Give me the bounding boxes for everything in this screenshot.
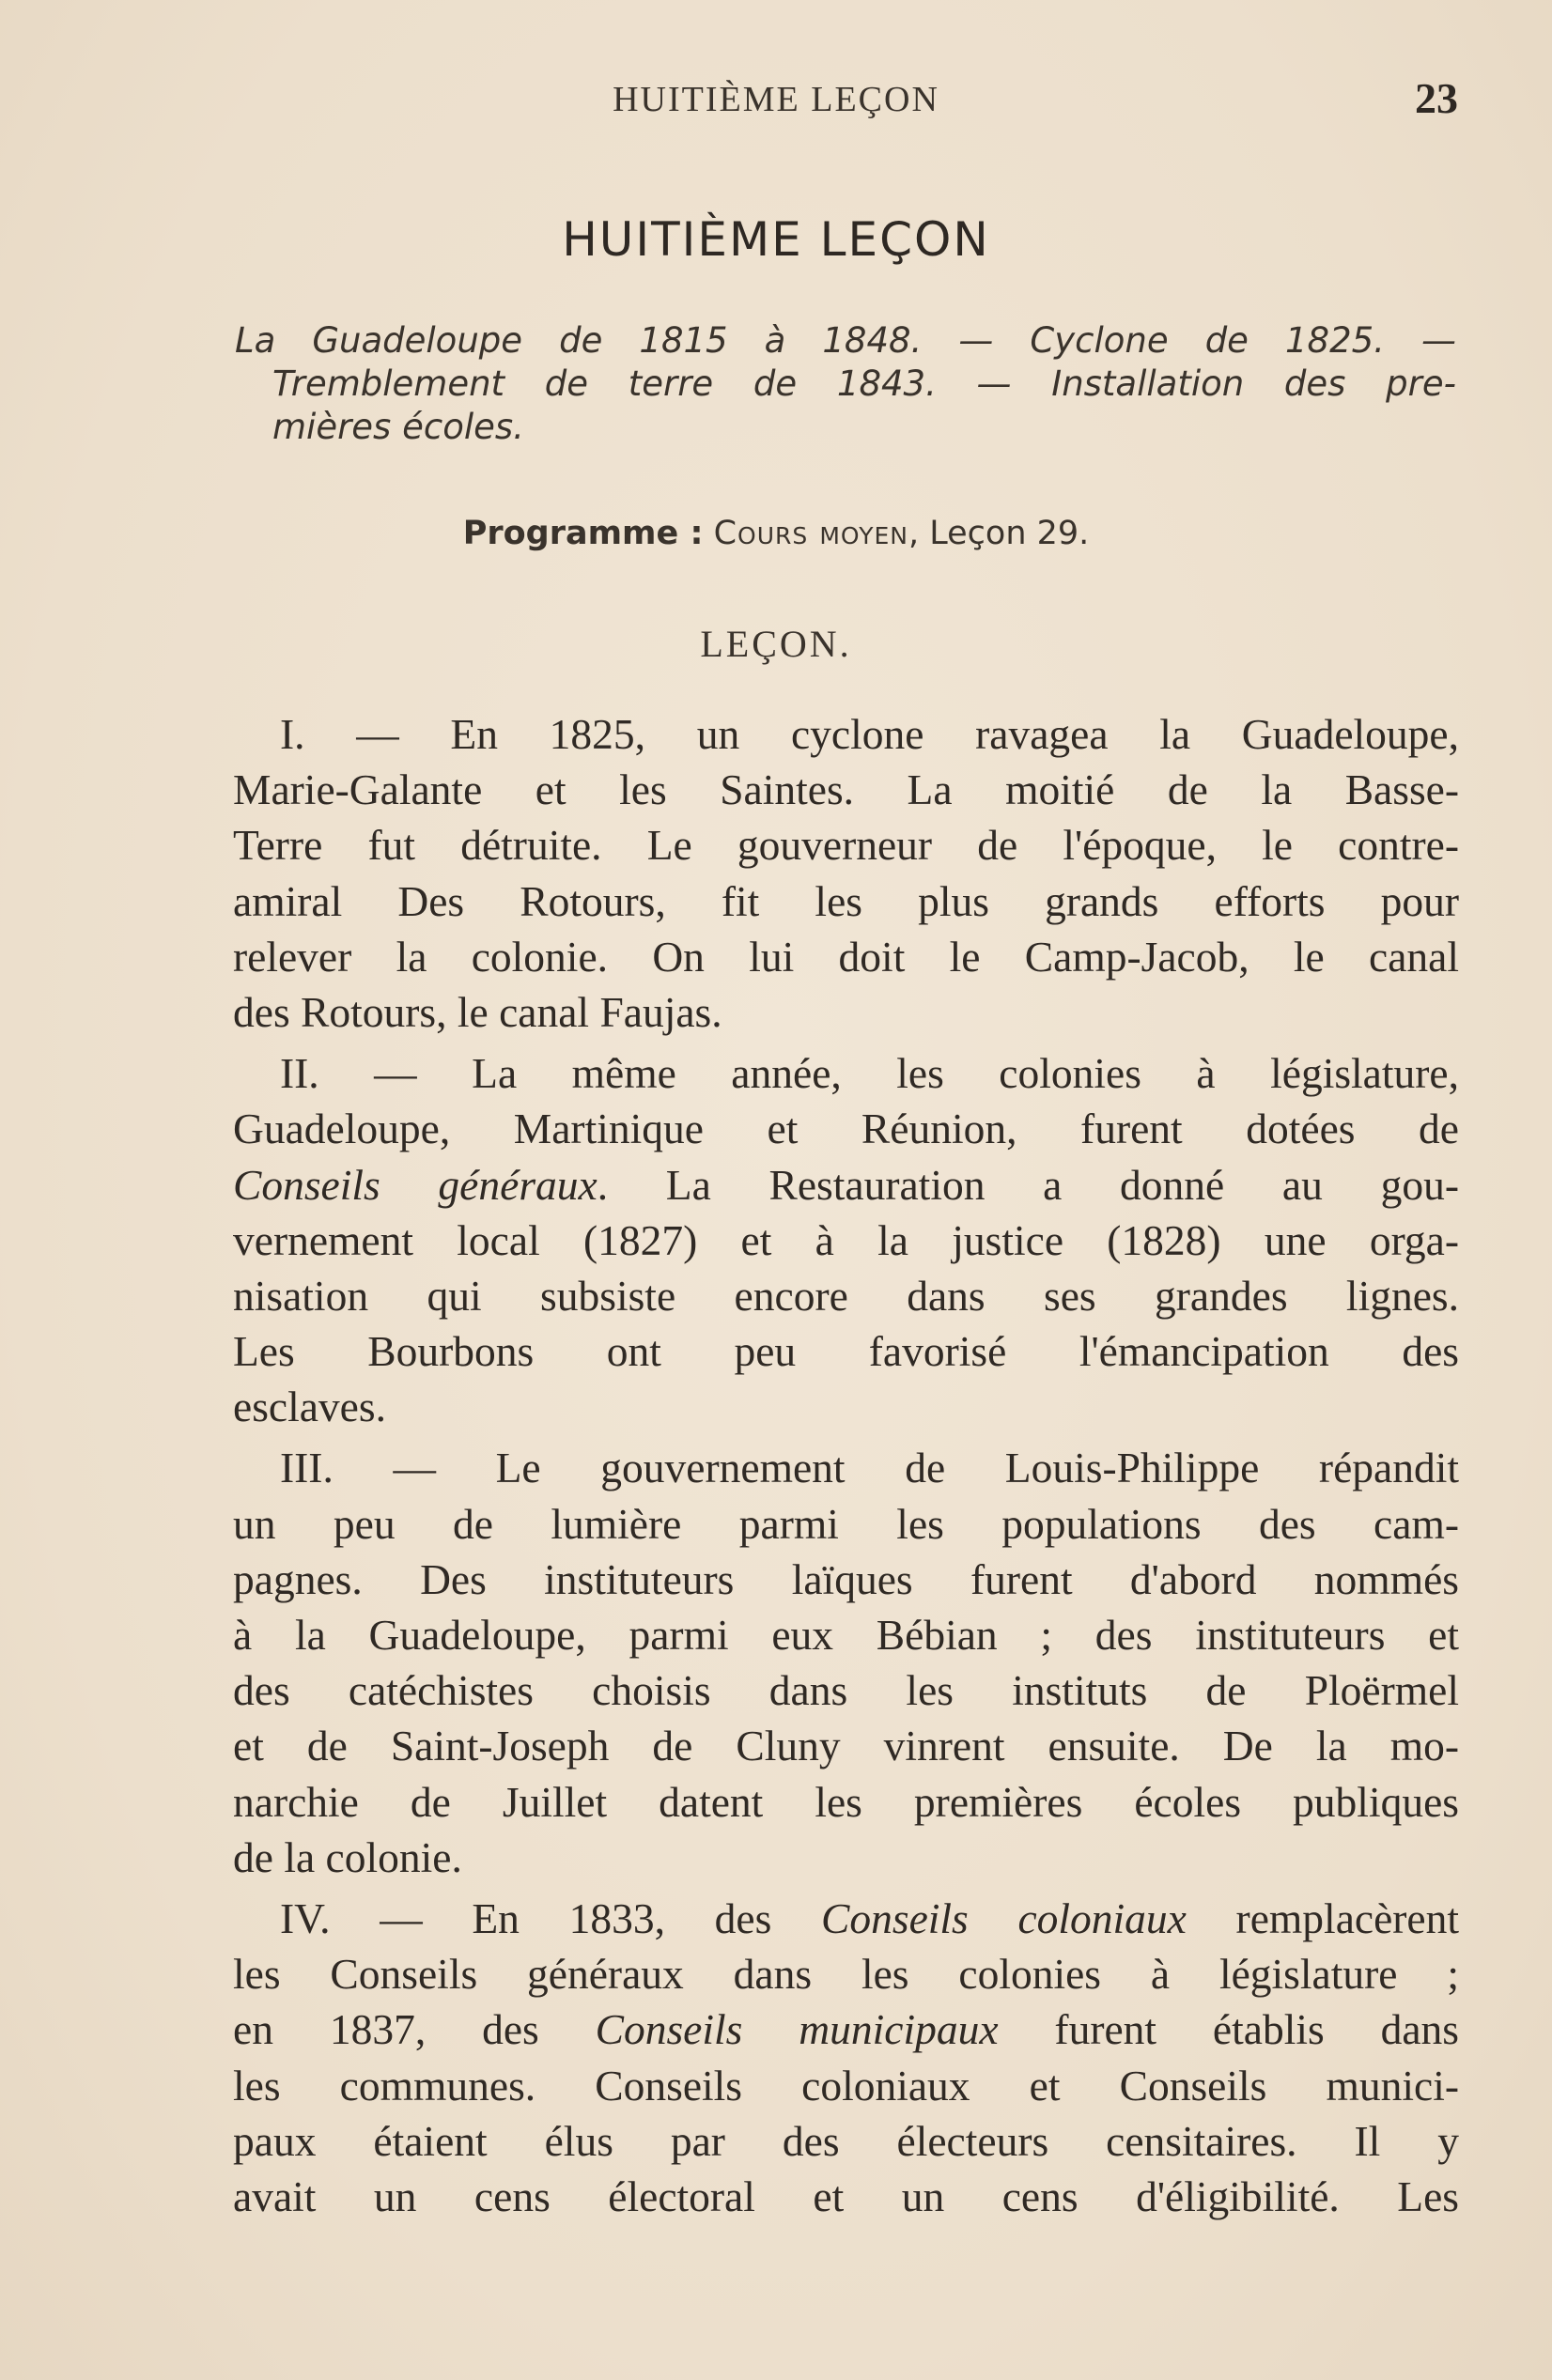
- text-line: [233, 1157, 1459, 1213]
- text-line: Terre fut détruite. Le gouverneur de l'époque, le contre-: [233, 821, 1459, 870]
- text-line: les Conseils généraux dans les colonies à législature ;: [233, 1950, 1459, 1999]
- text-line: les communes. Conseils coloniaux et Conseils munici-: [233, 2061, 1459, 2110]
- text-line: III. — Le gouvernement de Louis-Philippe répandit: [280, 1444, 1459, 1492]
- text-line: [233, 1891, 1459, 1946]
- text-line: Marie-Galante et les Saintes. La moitié de la Basse-: [233, 765, 1459, 814]
- text-line: des catéchistes choisis dans les instituts de Ploërmel: [233, 1666, 1459, 1715]
- text-line: des Rotours, le canal Faujas.: [233, 987, 722, 1036]
- text-segment: en 1837, des: [233, 2005, 596, 2054]
- text-segment: . La Restauration a donné au gou-: [597, 1160, 1459, 1209]
- text-line: relever la colonie. On lui doit le Camp-Jacob, le canal: [233, 932, 1459, 981]
- text-segment: IV. — En 1833, des: [280, 1893, 822, 1942]
- text-line: avait un cens électoral et un cens d'éligibilité. Les: [233, 2171, 1459, 2220]
- page-number: 23: [1415, 74, 1458, 122]
- programme-course: Cours moyen: [713, 515, 909, 552]
- text-line: pagnes. Des instituteurs laïques furent d'abord nommés: [233, 1554, 1459, 1603]
- text-line: [233, 2001, 1459, 2057]
- lesson-body: [233, 706, 1459, 2230]
- text-line: narchie de Juillet datent les premières écoles publiques: [233, 1777, 1459, 1826]
- text-line: nisation qui subsiste encore dans ses grandes lignes.: [233, 1271, 1459, 1320]
- text-segment: furent établis dans: [998, 2005, 1459, 2054]
- programme-lesson: , Leçon 29.: [908, 515, 1090, 552]
- lecon-heading: LEÇON.: [700, 623, 852, 665]
- programme-line: [0, 515, 1552, 552]
- text-segment: remplacèrent: [1186, 1893, 1460, 1942]
- paragraph-4: [233, 1891, 1459, 2224]
- programme-label: Programme :: [462, 515, 704, 552]
- text-line: I. — En 1825, un cyclone ravagea la Guadeloupe,: [280, 710, 1459, 758]
- chapter-title: HUITIÈME LEÇON: [562, 212, 990, 267]
- paragraph-1: [233, 706, 1459, 1040]
- text-line: esclaves.: [233, 1383, 386, 1431]
- italic-term: Conseils généraux: [233, 1160, 598, 1209]
- italic-term: Conseils coloniaux: [821, 1893, 1187, 1942]
- text-line: un peu de lumière parmi les populations des cam-: [233, 1499, 1459, 1548]
- text-line: de la colonie.: [233, 1832, 462, 1881]
- paragraph-2: [233, 1045, 1459, 1434]
- summary-line: La Guadeloupe de 1815 à 1848. — Cyclone de 1825. —: [235, 320, 1456, 361]
- text-line: Guadeloupe, Martinique et Réunion, furent dotées de: [233, 1105, 1459, 1153]
- running-title: HUITIÈME LEÇON: [613, 80, 939, 119]
- text-line: II. — La même année, les colonies à législature,: [280, 1049, 1459, 1098]
- lesson-summary: [235, 319, 1456, 449]
- text-line: et de Saint-Joseph de Cluny vinrent ensuite. De la mo-: [233, 1722, 1459, 1770]
- text-line: vernement local (1827) et à la justice (1828) une orga-: [233, 1215, 1459, 1264]
- text-line: Les Bourbons ont peu favorisé l'émancipation des: [233, 1327, 1459, 1376]
- text-line: amiral Des Rotours, fit les plus grands efforts pour: [233, 876, 1459, 925]
- summary-line: mières écoles.: [272, 407, 524, 447]
- running-head: [0, 73, 1552, 130]
- text-line: à la Guadeloupe, parmi eux Bébian ; des instituteurs et: [233, 1611, 1459, 1659]
- italic-term: Conseils municipaux: [595, 2005, 999, 2054]
- text-line: paux étaient élus par des électeurs censitaires. Il y: [233, 2116, 1459, 2165]
- paragraph-3: [233, 1440, 1459, 1885]
- summary-line: Tremblement de terre de 1843. — Installation des pre-: [272, 363, 1456, 404]
